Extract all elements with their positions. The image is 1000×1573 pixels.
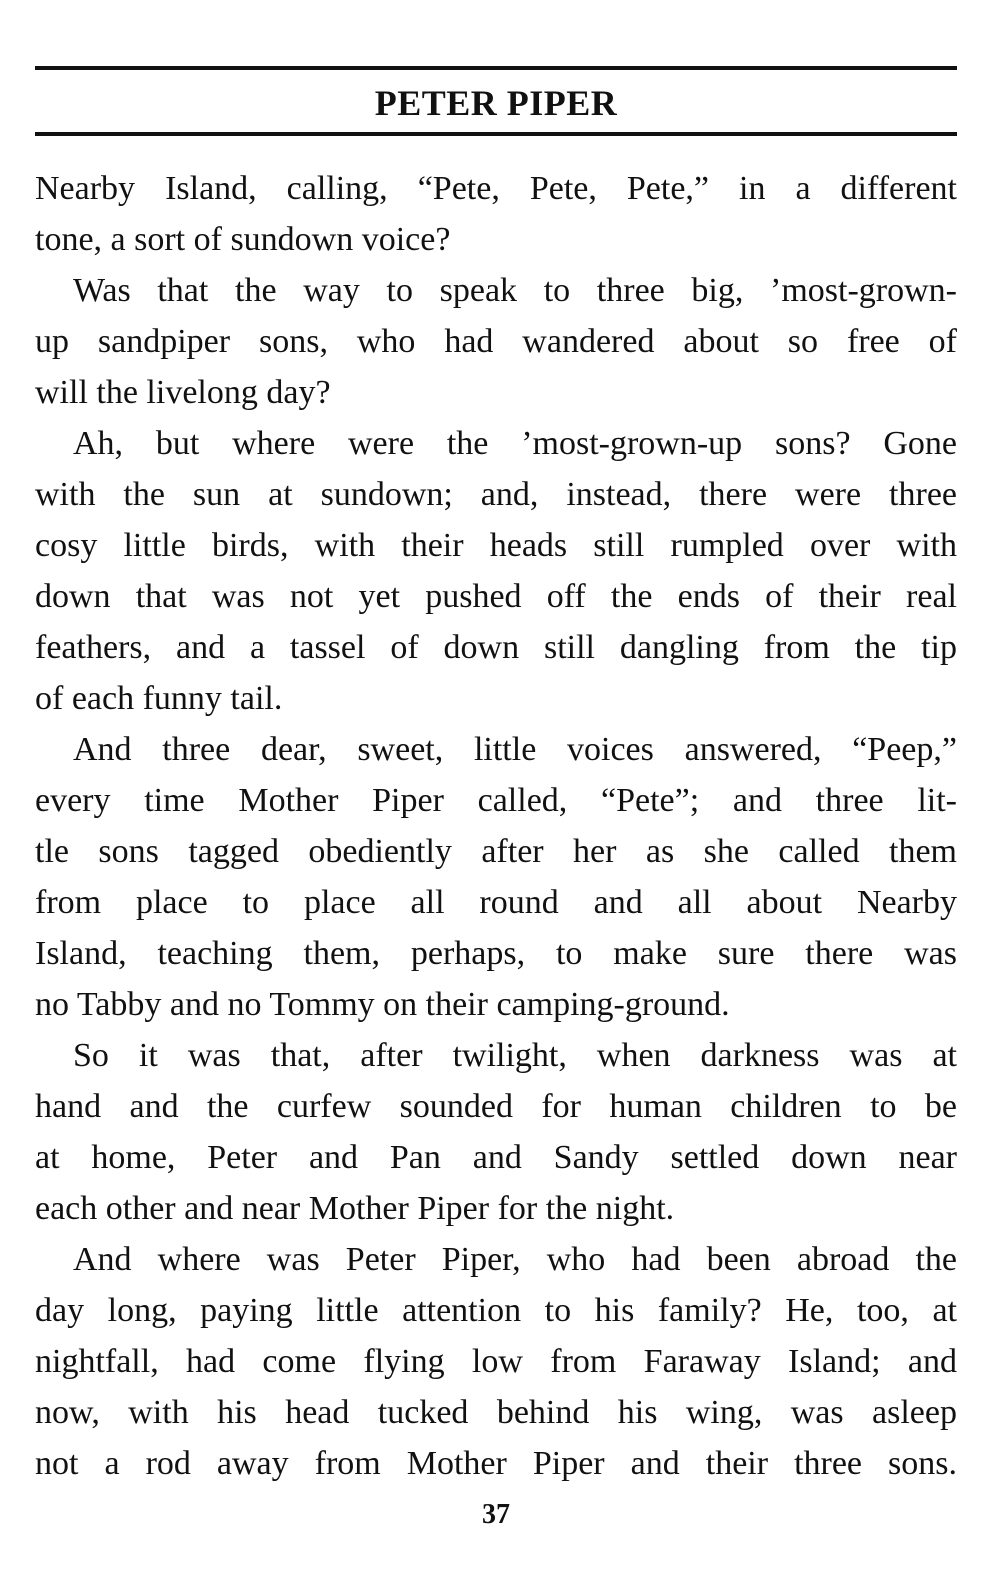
text-line: up sandpiper sons, who had wandered about so free of (35, 323, 957, 360)
text-line: Nearby Island, calling, “Pete, Pete, Pete,” in a different (35, 170, 957, 207)
text-line: down that was not yet pushed off the ends of their real (35, 578, 957, 615)
text-line: hand and the curfew sounded for human children to be (35, 1088, 957, 1125)
text-line: now, with his head tucked behind his wing, was asleep (35, 1394, 957, 1431)
text-line: And three dear, sweet, little voices answered, “Peep,” (73, 731, 957, 768)
text-line: Was that the way to speak to three big, ’most-grown- (73, 272, 957, 309)
text-line: tle sons tagged obediently after her as she called them (35, 833, 957, 870)
text-line: from place to place all round and all about Nearby (35, 884, 957, 921)
header-rule-top (35, 66, 957, 70)
text-line: cosy little birds, with their heads still rumpled over with (35, 527, 957, 564)
text-line: Island, teaching them, perhaps, to make sure there was (35, 935, 957, 972)
text-line: nightfall, had come flying low from Faraway Island; and (35, 1343, 957, 1380)
text-line: tone, a sort of sundown voice? (35, 221, 451, 258)
text-line: feathers, and a tassel of down still dangling from the tip (35, 629, 957, 666)
text-line: every time Mother Piper called, “Pete”; and three lit- (35, 782, 957, 819)
page-number: 37 (482, 1499, 510, 1530)
text-line: at home, Peter and Pan and Sandy settled down near (35, 1139, 957, 1176)
text-line: with the sun at sundown; and, instead, there were three (35, 476, 957, 513)
text-line: So it was that, after twilight, when darkness was at (73, 1037, 957, 1074)
body-text (35, 163, 957, 1489)
text-line: of each funny tail. (35, 680, 283, 717)
text-line: day long, paying little attention to his family? He, too, at (35, 1292, 957, 1329)
text-line: will the livelong day? (35, 374, 331, 411)
text-line: each other and near Mother Piper for the night. (35, 1190, 675, 1227)
text-line: no Tabby and no Tommy on their camping-ground. (35, 986, 730, 1023)
book-page (35, 0, 957, 1573)
text-line: not a rod away from Mother Piper and their three sons. (35, 1445, 957, 1482)
text-line: Ah, but where were the ’most-grown-up sons? Gone (73, 425, 957, 462)
running-head-title: PETER PIPER (374, 83, 618, 123)
text-line: And where was Peter Piper, who had been abroad the (73, 1241, 957, 1278)
header-rule-bottom (35, 132, 957, 136)
